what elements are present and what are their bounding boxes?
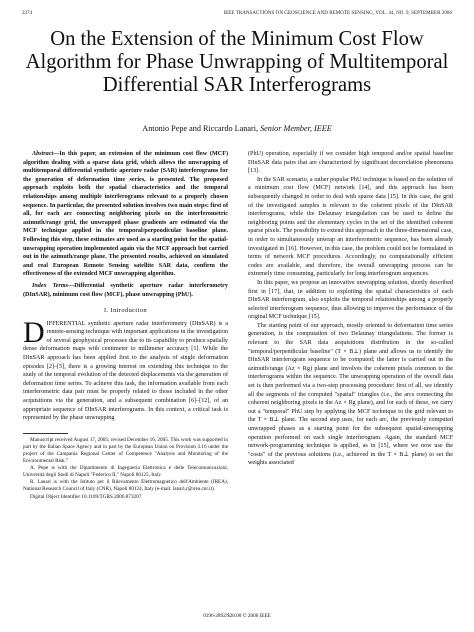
paper-title [22,28,452,97]
copyright-line: 0196-2892/$20.00 © 2006 IEEE [203,613,271,619]
author-line [22,124,452,134]
title-line: On the Extension of the Minimum Cost Flow [50,28,424,50]
right-column [248,150,453,468]
left-column [23,150,228,501]
footnote: Digital Object Identifier 10.1109/TGRS.2006.873207 [30,493,142,500]
index-terms [23,282,228,299]
footnote-divider [23,433,68,434]
drop-cap: D [23,315,45,349]
journal-header: IEEE TRANSACTIONS ON GEOSCIENCE AND REMOTE SENSING, VOL. 44, NO. 9, SEPTEMBER 2006 [223,11,452,16]
footnote: A. Pepe is with the Dipartimento di Ingegneria Elettronica e delle Telecomunicazioni, Università degli Studi di Napoli "Federico II," Napoli 80125, Italy. [23,465,228,479]
title-line: Algorithm for Phase Unwrapping of Multitemporal [25,51,449,73]
page-number: 2374 [22,11,32,16]
body-paragraph: (PhU) operation, especially if we consider high temporal and/or spatial baseline DInSAR data pairs that are characterized by significant decorrelation phenomena [13]. [248,151,453,175]
body-paragraph: In the SAR scenario, a rather popular PhU technique is based on the solution of a minimum cost flow (MCF) network [14], and this approach has been subsequently changed in order to deal with sparse data [15]. In this case, the grid of the investigated samples is relevant to the coherent pixels of the DInSAR interferograms, while the Delaunay triangulation can be used to define the neighboring points and the elementary cycles in the set of the identified coherent sparse pixels. The possibility to extend this approach to the three-dimensional case, in order to simultaneously unwrap an interferometric sequence, has been already investigated in [16]. However, in this case, the problem could not be formulated in terms of network MCF procedures. Accordingly, no computationally efficient codes are available, and therefore, the overall unwrapping process can be extremely time consuming, particularly for long interferogram sequences. [248,176,453,278]
abstract-label: Abstract [32,151,54,157]
footnote: R. Lanari is with the Istituto per il Rilevamento Elettromagnetico dell'Ambiente (IREA), National Research Council of Italy (CNR), Napoli 80124, Italy (e-mail: lanari.r@irea.cnr.it). [23,479,228,493]
section-heading: I. Introduction [104,307,147,315]
index-terms-label: Index Terms [32,282,69,289]
body-paragraph: In this paper, we propose an innovative unwrapping solution, shortly described first in [17], that, in addition to exploiting the spatial characteristics of each DInSAR interferogram, also exploits the temporal relationships among a properly selected interferogram sequence, thus allowing to improve the performance of the original MCF technique [15]. [248,279,453,321]
footnote: Manuscript received August 17, 2005; revised December 16, 2005. This work was supported in part by the Italian Space Agency and in part by the European Union on Provision 3.16 under the project of the Campania Regional Center of Competence "Analysis and Monitoring of the Environmental Risk." [23,436,228,465]
intro-paragraph [23,315,228,423]
intro-text: IFFERENTIAL synthetic aperture radar interferometry (DInSAR) is a remote-sensing technique with important applications in the investigation of several geophysical processes due to its capability to produce spatially dense deformation maps with centimeter to millimeter accuracy [1]. While the DInSAR approach has been applied first to the analysis of single deformation episodes [2]–[5], there is a growing interest on extending this technique to the study of the temporal evolution of the detected displacements via the generation of deformation time series. To achieve this task, the information available from each interferometric data pair must be properly related to those included in the other acquisitions via the generation, and a subsequent combination [6]–[12], of an appropriate sequence of DInSAR interferograms. In this context, a critical task is represented by the phase unwrapping [23,320,228,422]
title-line: Differential SAR Interferograms [102,74,372,96]
running-header [22,10,452,18]
index-terms-text: —Differential synthetic aperture radar interferometry (DInSAR), minimum cost flow (MCF), phase unwrapping (PhU). [23,282,228,298]
body-paragraph: The starting point of our approach, mostly oriented to deformation time series generation, is the computation of two Delaunay triangulations. The former is relevant to the SAR data acquisitions distribution in the so-called "temporal/perpendicular baseline" (T × B⊥) plane and allows us to identify the DInSAR interferogram sequence to be computed; the latter is carried out in the azimuth/range (Az × Rg) plane and involves the coherent pixels common to the interferograms within the sequence. The unwrapping operation of the overall data set is then performed via a two-step processing procedure: first of all, we identify all the segments of the computed "spatial" triangles (i.e., the arcs connecting the coherent neighboring pixels in the Az × Rg plane), and for each of these, we carry out a "temporal" PhU step by applying the MCF technique to the grid relevant to the T × B⊥ plane. The second step uses, for each arc, the previously computed unwrapped phases as a starting point for the subsequent spatial-unwrapping operation performed on each single interferogram. Again, the standard MCF network-programming technique is applied, as in [15], where we now use the "costs" of the previous solutions (i.e., achieved in the T × B⊥ plane) to set the weights associated [248,322,453,467]
author-membership: Senior Member, IEEE [260,124,332,133]
author-names: Antonio Pepe and Riccardo Lanari, [142,124,261,133]
abstract-text: —In this paper, an extension of the minimum cost flow (MCF) algorithm dealing with a sparse data grid, which allows the unwrapping of multitemporal differential synthetic aperture radar (SAR) interferograms for the generation of deformation time series, is presented. The proposed approach exploits both the spatial characteristics and the temporal relationships among multiple interferograms relevant to a properly chosen sequence. In particular, the presented solution involves two main steps: first of all, for each arc connecting neighboring pixels on the interferometric azimuth/range grid, the unwrapped phase gradients are estimated via the MCF technique applied in the temporal/perpendicular baseline plane. Following this step, these estimates are used as a starting point for the spatial-unwrapping operation implemented again via the MCF approach but carried out in the azimuth/range plane. The presented results, achieved on simulated and real European Remote Sensing satellite SAR data, confirm the effectiveness of the extended MCF unwrapping algorithm. [23,151,228,278]
abstract [23,150,228,279]
